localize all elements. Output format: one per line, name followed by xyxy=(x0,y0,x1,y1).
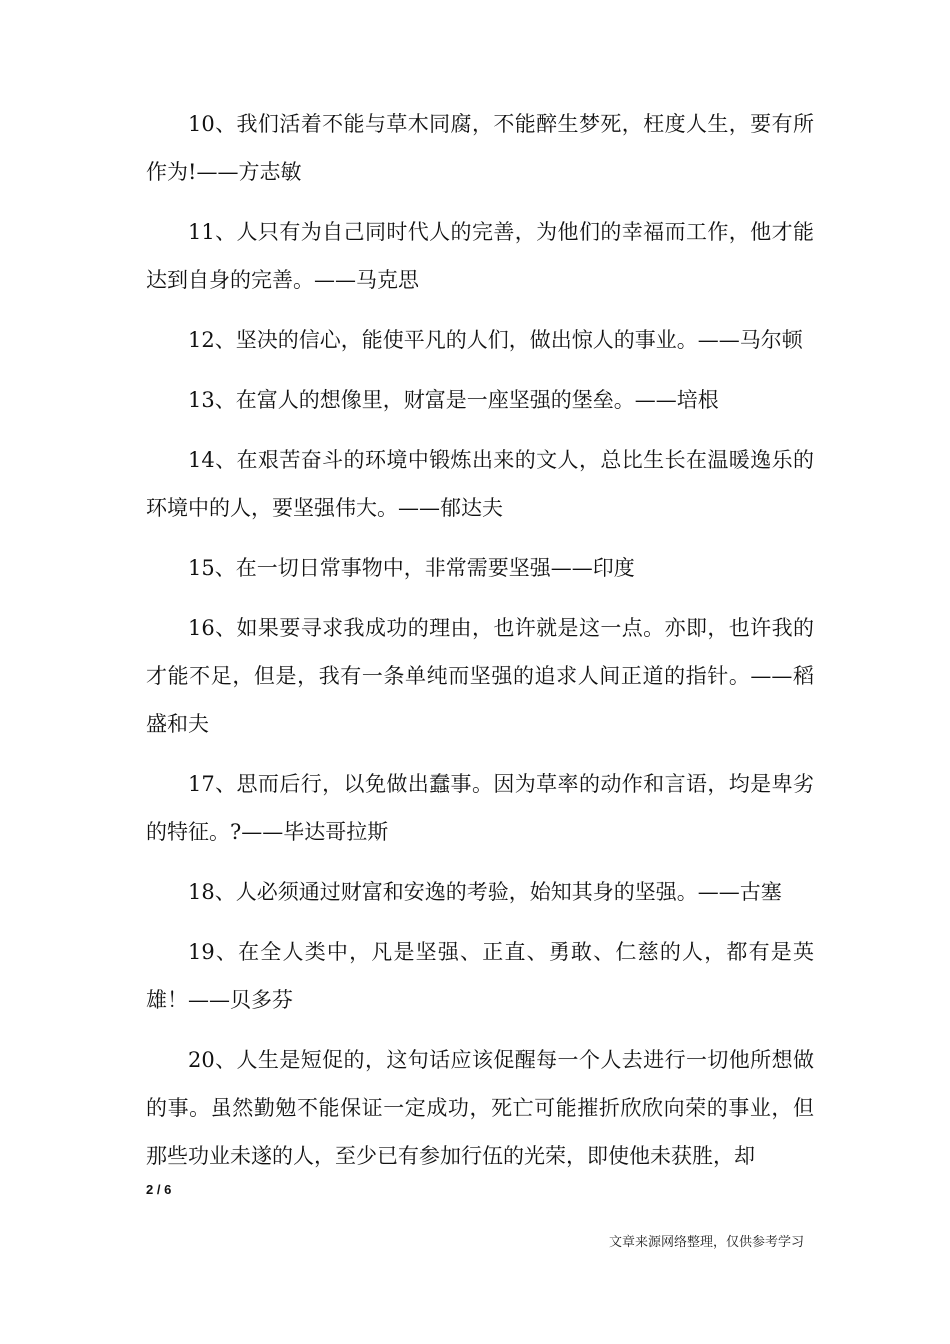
quote-paragraph: 14、在艰苦奋斗的环境中锻炼出来的文人，总比生长在温暖逸乐的环境中的人，要坚强伟大。——郁达夫 xyxy=(146,448,814,520)
quote-paragraph: 17、思而后行，以免做出蠢事。因为草率的动作和言语，均是卑劣的特征。?——毕达哥拉斯 xyxy=(146,772,814,844)
quote-paragraph: 20、人生是短促的，这句话应该促醒每一个人去进行一切他所想做的事。虽然勤勉不能保证一定成功，死亡可能摧折欣欣向荣的事业，但那些功业未遂的人，至少已有参加行伍的光荣，即使他未获胜，却 xyxy=(146,1048,814,1168)
quote-paragraph: 19、在全人类中，凡是坚强、正直、勇敢、仁慈的人，都有是英雄！——贝多芬 xyxy=(146,940,814,1012)
quote-paragraph: 10、我们活着不能与草木同腐，不能醉生梦死，枉度人生，要有所作为!——方志敏 xyxy=(146,112,814,184)
quote-paragraph: 18、人必须通过财富和安逸的考验，始知其身的坚强。——古塞 xyxy=(188,880,782,904)
quote-paragraph: 12、坚决的信心，能使平凡的人们，做出惊人的事业。——马尔顿 xyxy=(188,328,803,352)
source-note: 文章来源网络整理，仅供参考学习 xyxy=(608,1235,804,1250)
document-body xyxy=(146,100,814,1192)
quote-paragraph: 13、在富人的想像里，财富是一座坚强的堡垒。——培根 xyxy=(188,388,719,412)
quote-paragraph: 11、人只有为自己同时代人的完善，为他们的幸福而工作，他才能达到自身的完善。——马克思 xyxy=(146,220,814,292)
quote-paragraph: 15、在一切日常事物中，非常需要坚强——印度 xyxy=(188,556,635,580)
page-number: 2 / 6 xyxy=(146,1182,172,1197)
quote-paragraph: 16、如果要寻求我成功的理由，也许就是这一点。亦即，也许我的才能不足，但是，我有一条单纯而坚强的追求人间正道的指针。——稻盛和夫 xyxy=(146,616,814,736)
